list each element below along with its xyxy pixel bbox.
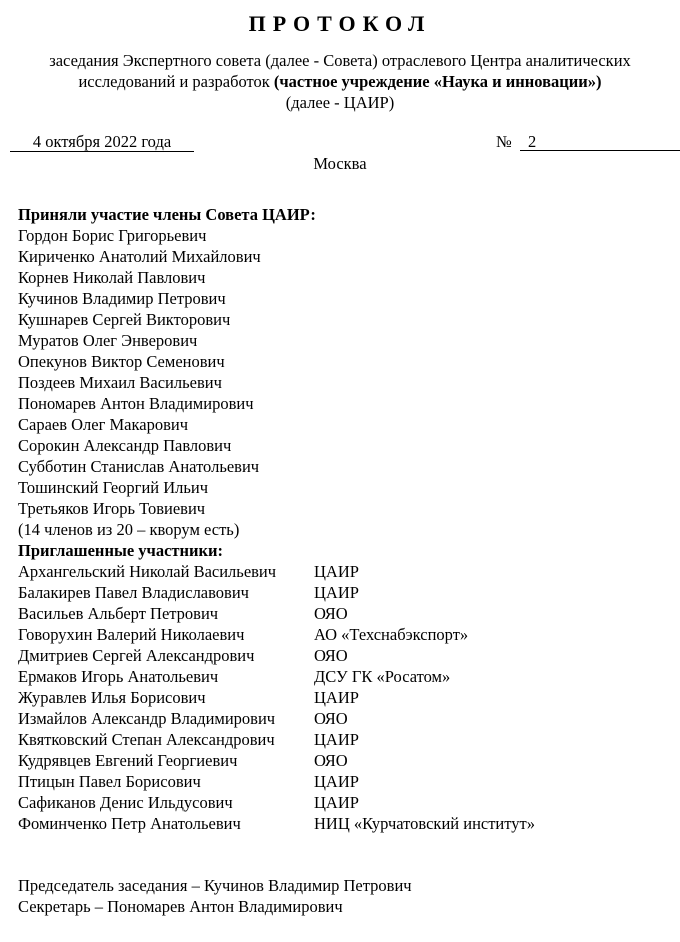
invited-row (18, 771, 678, 792)
member-name: Сараев Олег Макарович (18, 415, 189, 434)
invited-list (18, 561, 678, 834)
members-list (18, 225, 678, 519)
invited-organization: ЦАИР (314, 772, 359, 791)
invited-organization: ЦАИР (314, 730, 359, 749)
invited-name: Ермаков Игорь Анатольевич (18, 667, 219, 686)
invited-heading: Приглашенные участники: (18, 541, 224, 560)
member-name: Поздеев Михаил Васильевич (18, 373, 222, 392)
meeting-city: Москва (313, 154, 367, 173)
member-name: Кушнарев Сергей Викторович (18, 310, 231, 329)
invited-row (18, 687, 678, 708)
invited-name: Журавлев Илья Борисович (18, 688, 206, 707)
member-name: Опекунов Виктор Семенович (18, 352, 225, 371)
subtitle-text: заседания Экспертного совета (далее - Совета) отраслевого Центра аналитических исследований и разработок (49, 51, 631, 91)
member-name: Пономарев Антон Владимирович (18, 394, 254, 413)
subtitle-abbreviation: (далее - ЦАИР) (285, 93, 395, 112)
invited-name: Квятковский Степан Александрович (18, 730, 275, 749)
document-title: ПРОТОКОЛ (248, 11, 432, 36)
member-name: Муратов Олег Энверович (18, 331, 198, 350)
member-name: Кириченко Анатолий Михайлович (18, 247, 261, 266)
invited-row (18, 750, 678, 771)
chairman-line: Председатель заседания – Кучинов Владимир Петрович (18, 876, 412, 895)
invited-organization: ЦАИР (314, 562, 359, 581)
members-heading: Приняли участие члены Совета ЦАИР: (18, 205, 316, 224)
invited-row (18, 582, 678, 603)
invited-name: Дмитриев Сергей Александрович (18, 646, 255, 665)
invited-row (18, 561, 678, 582)
number-sign: № (496, 132, 512, 151)
invited-name: Сафиканов Денис Ильдусович (18, 793, 233, 812)
invited-name: Васильев Альберт Петрович (18, 604, 219, 623)
invited-organization: ОЯО (314, 646, 348, 665)
member-name: Сорокин Александр Павлович (18, 436, 232, 455)
meeting-date: 4 октября 2022 года (10, 131, 194, 152)
invited-row (18, 729, 678, 750)
member-name: Третьяков Игорь Товиевич (18, 499, 206, 518)
invited-row (18, 603, 678, 624)
member-name: Гордон Борис Григорьевич (18, 226, 207, 245)
invited-name: Фоминченко Петр Анатольевич (18, 814, 241, 833)
member-name: Субботин Станислав Анатольевич (18, 457, 260, 476)
invited-organization: ДСУ ГК «Росатом» (314, 667, 451, 686)
invited-row (18, 813, 678, 834)
member-name: Тошинский Георгий Ильич (18, 478, 209, 497)
invited-row (18, 792, 678, 813)
secretary-line: Секретарь – Пономарев Антон Владимирович (18, 897, 343, 916)
participants-section (18, 204, 678, 834)
invited-name: Балакирев Павел Владиславович (18, 583, 249, 602)
document-subtitle (10, 50, 670, 113)
invited-row (18, 708, 678, 729)
invited-organization: ЦАИР (314, 793, 359, 812)
invited-organization: ОЯО (314, 751, 348, 770)
invited-name: Говорухин Валерий Николаевич (18, 625, 245, 644)
invited-row (18, 624, 678, 645)
signatures-section (18, 875, 678, 917)
invited-organization: ОЯО (314, 604, 348, 623)
protocol-number: 2 (520, 131, 680, 151)
invited-organization: НИЦ «Курчатовский институт» (314, 814, 535, 833)
member-name: Кучинов Владимир Петрович (18, 289, 226, 308)
invited-organization: ЦАИР (314, 688, 359, 707)
invited-row (18, 645, 678, 666)
invited-name: Птицын Павел Борисович (18, 772, 201, 791)
invited-organization: ЦАИР (314, 583, 359, 602)
invited-name: Кудрявцев Евгений Георгиевич (18, 751, 238, 770)
invited-name: Архангельский Николай Васильевич (18, 562, 277, 581)
invited-organization: ОЯО (314, 709, 348, 728)
subtitle-org-name: (частное учреждение «Наука и инновации») (273, 72, 602, 91)
quorum-note: (14 членов из 20 – кворум есть) (18, 520, 240, 539)
invited-name: Измайлов Александр Владимирович (18, 709, 276, 728)
member-name: Корнев Николай Павлович (18, 268, 206, 287)
invited-row (18, 666, 678, 687)
invited-organization: АО «Техснабэкспорт» (314, 625, 469, 644)
